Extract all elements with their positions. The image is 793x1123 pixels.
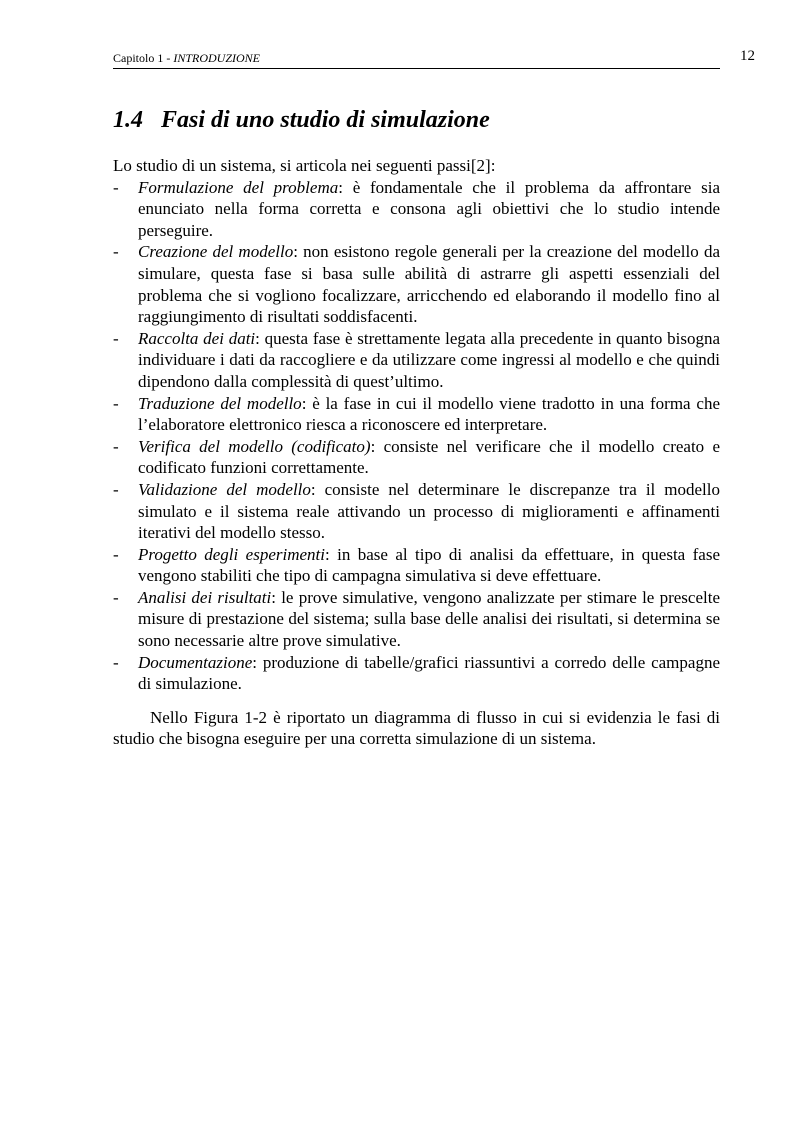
list-item — [113, 479, 720, 544]
list-item — [113, 652, 720, 695]
list-item — [113, 544, 720, 587]
list-bullet: - — [113, 479, 119, 499]
step-text: : non esistono regole generali per la creazione del modello da simulare, questa fase si basa sulle abilità di astrarre gli aspetti essenziali del problema che si vogliono focalizzare, arricchendo ed elaborando il modello fino al raggiungimento di risultati soddisfacenti. — [138, 242, 721, 327]
step-term: Analisi dei risultati — [138, 587, 272, 607]
steps-list — [113, 177, 720, 695]
intro-line: Lo studio di un sistema, si articola nei seguenti passi[2]: — [113, 156, 496, 175]
list-item — [113, 393, 720, 436]
section-heading — [113, 107, 490, 134]
page-header — [113, 50, 720, 69]
step-text: : è fondamentale che il problema da affrontare sia enunciato nella forma corretta e consona agli obiettivi che lo studio intende perseguire. — [138, 177, 720, 240]
section-number: 1.4 — [113, 107, 143, 133]
step-text: : consiste nel determinare le discrepanze tra il modello simulato e il sistema reale attivando un processo di miglioramenti e affinamenti iterativi del modello stesso. — [138, 479, 720, 543]
step-text: : produzione di tabelle/grafici riassuntivi a corredo delle campagne di simulazione. — [138, 652, 720, 694]
step-term: Raccolta dei dati — [138, 328, 256, 348]
step-text: : in base al tipo di analisi da effettuare, in questa fase vengono stabiliti che tipo di campagna simulativa si deve effettuare. — [138, 544, 721, 586]
step-text: : le prove simulative, vengono analizzate per stimare le prescelte misure di prestazione del sistema; sulla base delle analisi dei risultati, si determina se sono necessarie altre prove simulative. — [138, 587, 720, 651]
step-text: : questa fase è strettamente legata alla precedente in quanto bisogna individuare i dati da raccogliere e da utilizzare come ingressi al modello e che quindi dipendono dalla complessità di quest’ultimo. — [138, 328, 720, 391]
step-term: Verifica del modello (codificato) — [138, 436, 371, 456]
chapter-title: INTRODUZIONE — [173, 51, 260, 65]
list-bullet: - — [113, 242, 119, 262]
step-term: Validazione del modello — [138, 479, 311, 499]
list-item — [113, 436, 720, 479]
step-term: Documentazione — [138, 652, 253, 672]
step-term: Progetto degli esperimenti — [138, 544, 325, 564]
step-text: : consiste nel verificare che il modello creato e codificato funzioni correttamente. — [138, 436, 720, 478]
step-text: : è la fase in cui il modello viene tradotto in una forma che l’elaboratore elettronico riesca a riconoscere ed interpretare. — [138, 393, 720, 435]
list-bullet: - — [113, 436, 119, 456]
list-bullet: - — [113, 393, 119, 413]
list-item — [113, 241, 720, 327]
step-term: Creazione del modello — [138, 242, 294, 262]
page-number: 12 — [740, 48, 755, 64]
list-bullet: - — [113, 587, 119, 607]
step-term: Traduzione del modello — [138, 393, 302, 413]
list-bullet: - — [113, 652, 119, 672]
body-text — [113, 155, 720, 750]
list-item — [113, 587, 720, 652]
list-bullet: - — [113, 544, 119, 564]
list-bullet: - — [113, 177, 119, 197]
section-title: Fasi di uno studio di simulazione — [161, 107, 490, 133]
chapter-label: Capitolo 1 - INTRODUZIONE — [113, 51, 260, 65]
list-bullet: - — [113, 328, 119, 348]
list-item — [113, 177, 720, 242]
list-item — [113, 328, 720, 393]
figure-reference-paragraph: Nello Figura 1-2 è riportato un diagramma di flusso in cui si evidenzia le fasi di studio che bisogna eseguire per una corretta simulazione di un sistema. — [113, 707, 720, 749]
step-term: Formulazione del problema — [138, 177, 339, 197]
